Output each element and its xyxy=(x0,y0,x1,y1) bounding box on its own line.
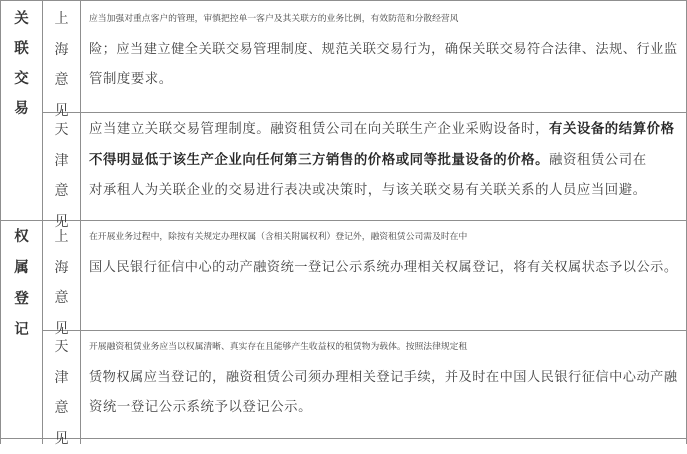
region-char: 上 xyxy=(43,222,80,253)
region-char: 天 xyxy=(43,332,80,363)
region-char: 意 xyxy=(43,176,80,207)
category-char: 关 xyxy=(1,4,42,34)
category-char: 联 xyxy=(1,34,42,64)
content-line: 对承租人为关联企业的交易进行表决或决策时，与该关联交易有关联关系的人员应当回避。 xyxy=(89,176,675,207)
category-char: 交 xyxy=(1,64,42,94)
content-text: 融资租赁公司在 xyxy=(549,153,647,168)
region-cell-shanghai xyxy=(43,4,80,126)
category-cell-ownership-registration xyxy=(1,222,42,346)
content-cell xyxy=(89,115,675,207)
category-char: 易 xyxy=(1,94,42,124)
region-char: 见 xyxy=(43,424,80,454)
category-cell-related-transactions xyxy=(1,4,42,124)
content-line xyxy=(89,115,675,146)
category-char: 属 xyxy=(1,253,42,284)
region-char: 海 xyxy=(43,35,80,66)
content-line: 资统一登记公示系统予以登记公示。 xyxy=(89,393,678,424)
content-line: 在开展业务过程中，除按有关规定办理权属（含相关附属权利）登记外，融资租赁公司需及时在中 xyxy=(89,222,678,253)
row-divider xyxy=(0,438,687,439)
category-char: 登 xyxy=(1,284,42,315)
content-cell xyxy=(89,4,678,96)
region-char: 上 xyxy=(43,4,80,35)
content-text: 应当建立关联交易管理制度。融资租赁公司在向关联生产企业采购设备时， xyxy=(89,122,549,137)
content-line xyxy=(89,146,675,177)
column-divider xyxy=(80,0,81,444)
row-divider xyxy=(42,330,687,331)
row-divider xyxy=(42,112,687,113)
content-line: 国人民银行征信中心的动产融资统一登记公示系统办理相关权属登记，将有关权属状态予以公示。 xyxy=(89,253,678,284)
content-line: 管制度要求。 xyxy=(89,65,678,96)
region-char: 天 xyxy=(43,115,80,146)
region-char: 海 xyxy=(43,253,80,284)
row-divider xyxy=(0,0,687,1)
region-char: 津 xyxy=(43,363,80,394)
region-char: 见 xyxy=(43,314,80,345)
content-line: 开展融资租赁业务应当以权属清晰、真实存在且能够产生收益权的租赁物为载体。按照法律规定租 xyxy=(89,332,678,363)
content-cell xyxy=(89,222,678,283)
content-line: 应当加强对重点客户的管理，审慎把控单一客户及其关联方的业务比例，有效防范和分散经营风 xyxy=(89,4,678,35)
content-line: 险；应当建立健全关联交易管理制度、规范关联交易行为，确保关联交易符合法律、法规、行业监 xyxy=(89,35,678,66)
content-cell xyxy=(89,332,678,424)
region-char: 意 xyxy=(43,65,80,96)
content-line: 赁物权属应当登记的，融资租赁公司须办理相关登记手续，并及时在中国人民银行征信中心动产融 xyxy=(89,363,678,394)
region-char: 津 xyxy=(43,146,80,177)
emphasized-text: 不得明显低于该生产企业向任何第三方销售的价格或同等批量设备的价格。 xyxy=(89,153,549,168)
category-char: 权 xyxy=(1,222,42,253)
region-char: 意 xyxy=(43,393,80,424)
region-cell-tianjin xyxy=(43,115,80,237)
category-char: 记 xyxy=(1,315,42,346)
region-cell-tianjin xyxy=(43,332,80,454)
emphasized-text: 有关设备的结算价格 xyxy=(549,122,674,137)
region-cell-shanghai xyxy=(43,222,80,344)
region-char: 见 xyxy=(43,207,80,238)
region-char: 意 xyxy=(43,283,80,314)
region-char: 见 xyxy=(43,96,80,127)
row-divider xyxy=(0,220,687,221)
